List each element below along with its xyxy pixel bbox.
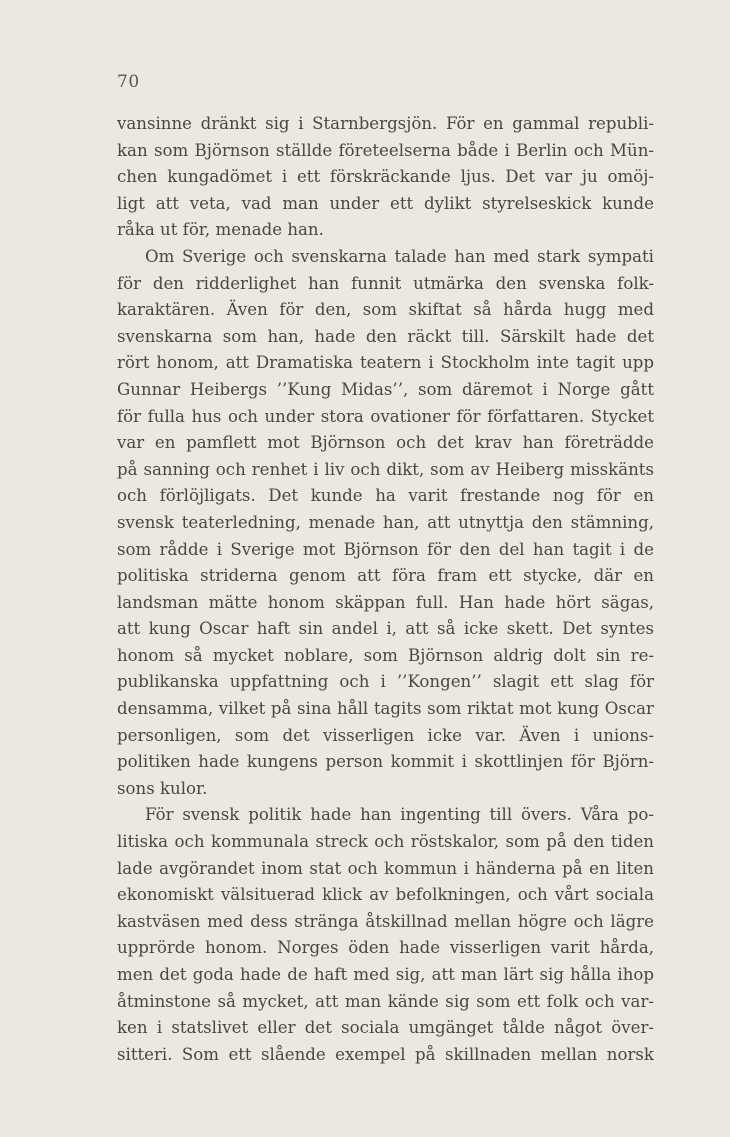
text-line: för den ridderlighet han funnit utmärka den svenska folk-	[117, 273, 654, 293]
text-line: honom så mycket noblare, som Björnson aldrig dolt sin re-	[117, 645, 654, 665]
text-line: var en pamflett mot Björnson och det krav han företrädde	[117, 433, 654, 453]
text-line: Gunnar Heibergs ’’Kung Midas’’, som däremot i Norge gått	[117, 379, 654, 399]
text-line: ekonomiskt välsituerad klick av befolkningen, och vårt sociala	[117, 885, 654, 905]
text-line: politiken hade kungens person kommit i skottlinjen för Björn-	[117, 752, 654, 772]
text-line: som rådde i Sverige mot Björnson för den del han tagit i de	[117, 539, 654, 559]
text-line: publikanska uppfattning och i ’’Kongen’’ slagit ett slag för	[117, 672, 654, 692]
text-line: karaktären. Även för den, som skiftat så hårda hugg med	[117, 300, 654, 320]
text-line: åtminstone så mycket, att man kände sig som ett folk och var-	[117, 991, 654, 1011]
text-line: och förlöjligats. Det kunde ha varit frestande nog för en	[117, 486, 654, 506]
text-line: För svensk politik hade han ingenting till övers. Våra po-	[145, 805, 654, 825]
text-line: upprörde honom. Norges öden hade visserligen varit hårda,	[117, 938, 654, 958]
text-line: chen kungadömet i ett förskräckande ljus. Det var ju omöj-	[117, 167, 654, 187]
text-line: politiska striderna genom att föra fram ett stycke, där en	[117, 566, 654, 586]
text-line: svensk teaterledning, menade han, att utnyttja den stämning,	[117, 512, 654, 532]
text-line: lade avgörandet inom stat och kommun i händerna på en liten	[117, 858, 654, 878]
text-line: kan som Björnson ställde företeelserna både i Berlin och Mün-	[117, 140, 654, 160]
text-line: kastväsen med dess stränga åtskillnad mellan högre och lägre	[117, 911, 654, 931]
text-line: landsman mätte honom skäppan full. Han hade hört sägas,	[117, 592, 654, 612]
page-number: 70	[117, 72, 140, 92]
text-line: ken i statslivet eller det sociala umgänget tålde något över-	[117, 1018, 654, 1038]
text-line: att kung Oscar haft sin andel i, att så icke skett. Det syntes	[117, 619, 654, 639]
text-line: rört honom, att Dramatiska teatern i Stockholm inte tagit upp	[117, 353, 654, 373]
text-line: Om Sverige och svenskarna talade han med stark sympati	[145, 246, 654, 266]
text-line: personligen, som det visserligen icke var. Även i unions-	[117, 725, 654, 745]
body-text	[117, 111, 654, 1068]
text-line: densamma, vilket på sina håll tagits som riktat mot kung Oscar	[117, 699, 654, 719]
text-line: svenskarna som han, hade den räckt till. Särskilt hade det	[117, 326, 654, 346]
text-line: ligt att veta, vad man under ett dylikt styrelseskick kunde	[117, 193, 654, 213]
text-line: sons kulor.	[117, 778, 208, 798]
text-line: men det goda hade de haft med sig, att man lärt sig hålla ihop	[117, 965, 654, 984]
text-line: vansinne dränkt sig i Starnbergsjön. För en gammal republi-	[117, 114, 654, 133]
text-line: sitteri. Som ett slående exempel på skillnaden mellan norsk	[117, 1044, 654, 1064]
text-line: litiska och kommunala streck och röstskalor, som på den tiden	[117, 832, 654, 852]
text-line: för fulla hus och under stora ovationer för författaren. Stycket	[117, 406, 654, 426]
text-line: råka ut för, menade han.	[117, 220, 324, 240]
text-line: på sanning och renhet i liv och dikt, som av Heiberg misskänts	[117, 459, 654, 479]
